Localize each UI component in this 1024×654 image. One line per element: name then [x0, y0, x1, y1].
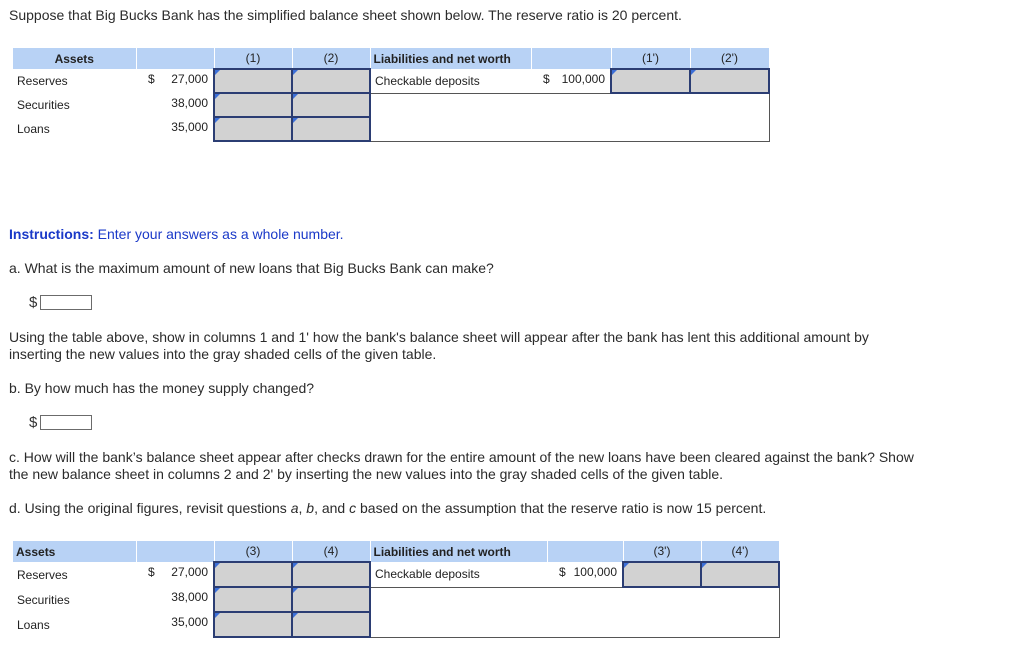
balance-sheet-table-2 [13, 541, 780, 638]
loans-value: 35,000 [171, 120, 208, 134]
question-b: b. By how much has the money supply changed? [9, 380, 315, 396]
reserves-value-cell: $ 27,000 [148, 72, 208, 86]
securities-value-cell [136, 587, 214, 612]
securities-col3-field[interactable] [215, 588, 291, 611]
answer-a-input[interactable] [40, 295, 92, 310]
securities-col2-input[interactable] [292, 93, 370, 117]
securities-label: Securities [17, 592, 70, 607]
loans-col1-input[interactable] [214, 117, 292, 141]
liabilities-header: Liabilities and net worth [370, 48, 531, 69]
checkable-deposits-label: Checkable deposits [370, 69, 531, 93]
reserves-value-cell: $ 27,000 [148, 565, 208, 579]
dollar-sign: $ [29, 414, 38, 431]
paragraph-columns-1: Using the table above, show in columns 1 and 1' how the bank's balance sheet will appear after the bank has lent this additional amount by inserting the new values into the gray shaded cells of the given table. [9, 329, 869, 362]
instructions-text: Enter your answers as a whole number. [93, 226, 344, 242]
deposits-col4p-field[interactable] [702, 563, 778, 586]
reserves-col1-field[interactable] [215, 70, 291, 92]
reserves-col1-input[interactable] [214, 69, 292, 93]
securities-value: 38,000 [171, 96, 208, 110]
col-3p-header: (3') [623, 541, 701, 562]
loans-label: Loans [17, 122, 50, 136]
question-a: a. What is the maximum amount of new loans that Big Bucks Bank can make? [9, 260, 494, 276]
checkable-deposits-value: 100,000 [561, 72, 605, 86]
col-4-header: (4) [292, 541, 370, 562]
intro-text: Suppose that Big Bucks Bank has the simplified balance sheet shown below. The reserve ratio is 20 percent. [9, 7, 682, 23]
deposits-col3p-input[interactable] [623, 562, 701, 587]
col-3-header: (3) [214, 541, 292, 562]
reserves-value: 27,000 [171, 72, 208, 86]
deposits-col1p-input[interactable] [611, 69, 690, 93]
table-row [13, 612, 779, 637]
col-4p-header: (4') [701, 541, 779, 562]
securities-value-cell [136, 93, 214, 117]
loans-col2-input[interactable] [292, 117, 370, 141]
checkable-deposits-value: 100,000 [573, 565, 617, 579]
table-row [13, 117, 769, 141]
reserves-col2-field[interactable] [293, 70, 369, 92]
dollar-sign: $ [29, 294, 38, 311]
loans-label: Loans [17, 617, 50, 632]
reserves-col2-input[interactable] [292, 69, 370, 93]
checkable-deposits-label: Checkable deposits [370, 562, 547, 587]
loans-value-cell [136, 612, 214, 637]
reserves-label: Reserves [17, 567, 68, 582]
loans-col4-field[interactable] [293, 613, 369, 636]
loans-col4-input[interactable] [292, 612, 370, 637]
securities-col1-input[interactable] [214, 93, 292, 117]
reserves-col3-field[interactable] [215, 563, 291, 586]
question-c: c. How will the bank’s balance sheet appear after checks drawn for the entire amount of the new loans have been cleared against the bank? Show the new balance sheet in columns 2 and 2' by inserting the new values into the gray shaded cells of the given table. [9, 449, 914, 482]
loans-value: 35,000 [171, 615, 208, 629]
assets-header: Assets [13, 48, 136, 69]
securities-label: Securities [17, 98, 70, 112]
securities-col4-input[interactable] [292, 587, 370, 612]
deposits-col4p-input[interactable] [701, 562, 779, 587]
loans-col1-field[interactable] [215, 118, 291, 140]
balance-sheet-table-1 [13, 48, 770, 142]
loans-col3-field[interactable] [215, 613, 291, 636]
table-row [13, 93, 769, 117]
securities-col4-field[interactable] [293, 588, 369, 611]
deposits-col2p-input[interactable] [690, 69, 769, 93]
checkable-deposits-value-cell: $ 100,000 [547, 562, 623, 587]
securities-col1-field[interactable] [215, 94, 291, 116]
table2-header-row [13, 541, 779, 562]
reserves-label: Reserves [17, 74, 68, 88]
table-row [13, 587, 779, 612]
securities-col2-field[interactable] [293, 94, 369, 116]
table-row [13, 562, 779, 587]
loans-col3-input[interactable] [214, 612, 292, 637]
checkable-deposits-value-cell: $ 100,000 [531, 69, 611, 93]
securities-value: 38,000 [171, 590, 208, 604]
col-2p-header: (2') [690, 48, 769, 69]
deposits-col2p-field[interactable] [691, 70, 768, 92]
deposits-col1p-field[interactable] [612, 70, 689, 92]
table1-header-row [13, 48, 769, 69]
loans-col2-field[interactable] [293, 118, 369, 140]
deposits-col3p-field[interactable] [624, 563, 700, 586]
reserves-col4-field[interactable] [293, 563, 369, 586]
answer-b-row [29, 414, 92, 431]
instructions-label: Instructions: [9, 226, 94, 242]
table-row [13, 69, 769, 93]
answer-a-row [29, 294, 92, 311]
answer-b-input[interactable] [40, 415, 92, 430]
instructions [9, 226, 344, 243]
reserves-col4-input[interactable] [292, 562, 370, 587]
reserves-col3-input[interactable] [214, 562, 292, 587]
col-1-header: (1) [214, 48, 292, 69]
question-d: d. Using the original figures, revisit questions a, b, and c based on the assumption that the reserve ratio is now 15 percent. [9, 500, 767, 516]
reserves-value: 27,000 [171, 565, 208, 579]
col-2-header: (2) [292, 48, 370, 69]
liabilities-header: Liabilities and net worth [370, 541, 547, 562]
col-1p-header: (1') [611, 48, 690, 69]
assets-header: Assets [13, 541, 136, 562]
loans-value-cell [136, 117, 214, 141]
securities-col3-input[interactable] [214, 587, 292, 612]
